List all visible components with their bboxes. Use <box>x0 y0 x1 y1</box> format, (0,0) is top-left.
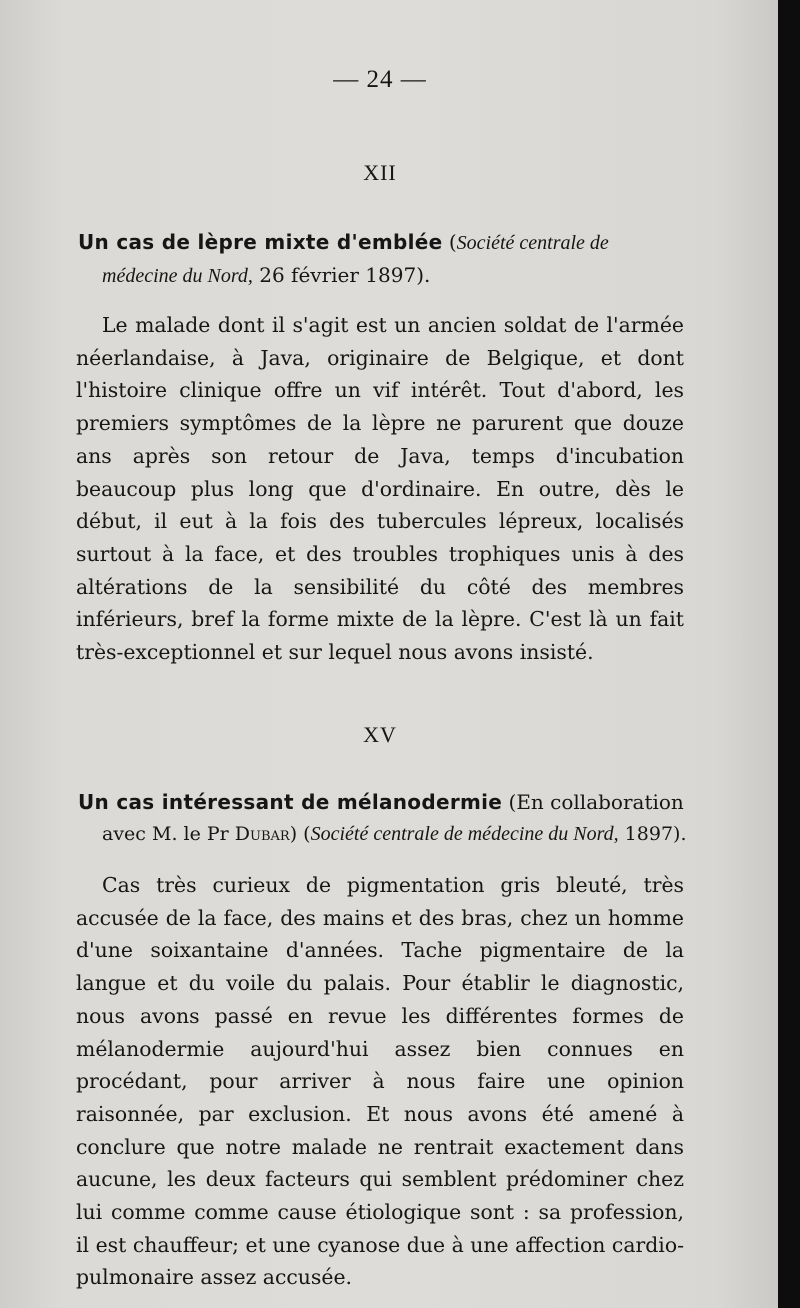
section-body: Cas très curieux de pigmentation gris bleuté, très accusée de la face, des mains et des bras, chez un homme d'une soixantaine d'années. Tache pigmentaire de la langue et du voile du palais. Pour établir le diagnostic, nous avons passé en revue les différentes formes de mélanodermie aujourd'hui assez bien connues en procédant, pour arriver à nous faire une opinion raisonnée, par exclusion. Et nous avons été amené à conclure que notre malade ne rentrait exactement dans aucune, les deux facteurs qui semblent prédominer chez lui comme comme cause étiologique sont : sa profession, il est chauffeur; et une cyanose due à une affection cardio-pulmonaire assez accusée. <box>76 873 684 1290</box>
heading-source-a: Société centrale de <box>456 232 609 254</box>
heading-paren: ) ( <box>289 823 311 845</box>
heading-collab: (En collaboration <box>502 790 684 814</box>
heading-paren: ( <box>442 230 457 254</box>
section-heading <box>78 226 698 292</box>
heading-bold-title: Un cas intéressant de mélanodermie <box>78 790 503 814</box>
heading-date: 1897). <box>618 823 687 845</box>
heading-bold-title: Un cas de lèpre mixte d'emblée <box>78 230 443 254</box>
heading-source: Société centrale de médecine du Nord, <box>310 823 619 845</box>
heading-collab-b: avec M. le Pr <box>102 823 235 845</box>
heading-source-b: médecine du Nord, <box>102 265 253 287</box>
section-numeral: XV <box>363 722 397 747</box>
page-number: — 24 — <box>333 66 427 93</box>
heading-continuation <box>78 259 698 292</box>
heading-author-name: Dubar <box>234 823 290 845</box>
section-body: Le malade dont il s'agit est un ancien soldat de l'armée néerlandaise, à Java, originaire de Belgique, et dont l'histoire clinique offre un vif intérêt. Tout d'abord, les premiers symptômes de la lèpre ne parurent que douze ans après son retour de Java, temps d'incubation beaucoup plus long que d'ordinaire. En outre, dès le début, il eut à la fois des tubercules lépreux, localisés surtout à la face, et des troubles trophiques unis à des altérations de la sensibilité du côté des membres inférieurs, bref la forme mixte de la lèpre. C'est là un fait très-exceptionnel et sur lequel nous avons insisté. <box>76 313 684 665</box>
heading-continuation <box>78 818 698 850</box>
heading-date: 26 février 1897). <box>252 263 431 287</box>
section-numeral: XII <box>363 160 397 185</box>
page-edge <box>778 0 800 1308</box>
section-heading <box>78 786 698 850</box>
